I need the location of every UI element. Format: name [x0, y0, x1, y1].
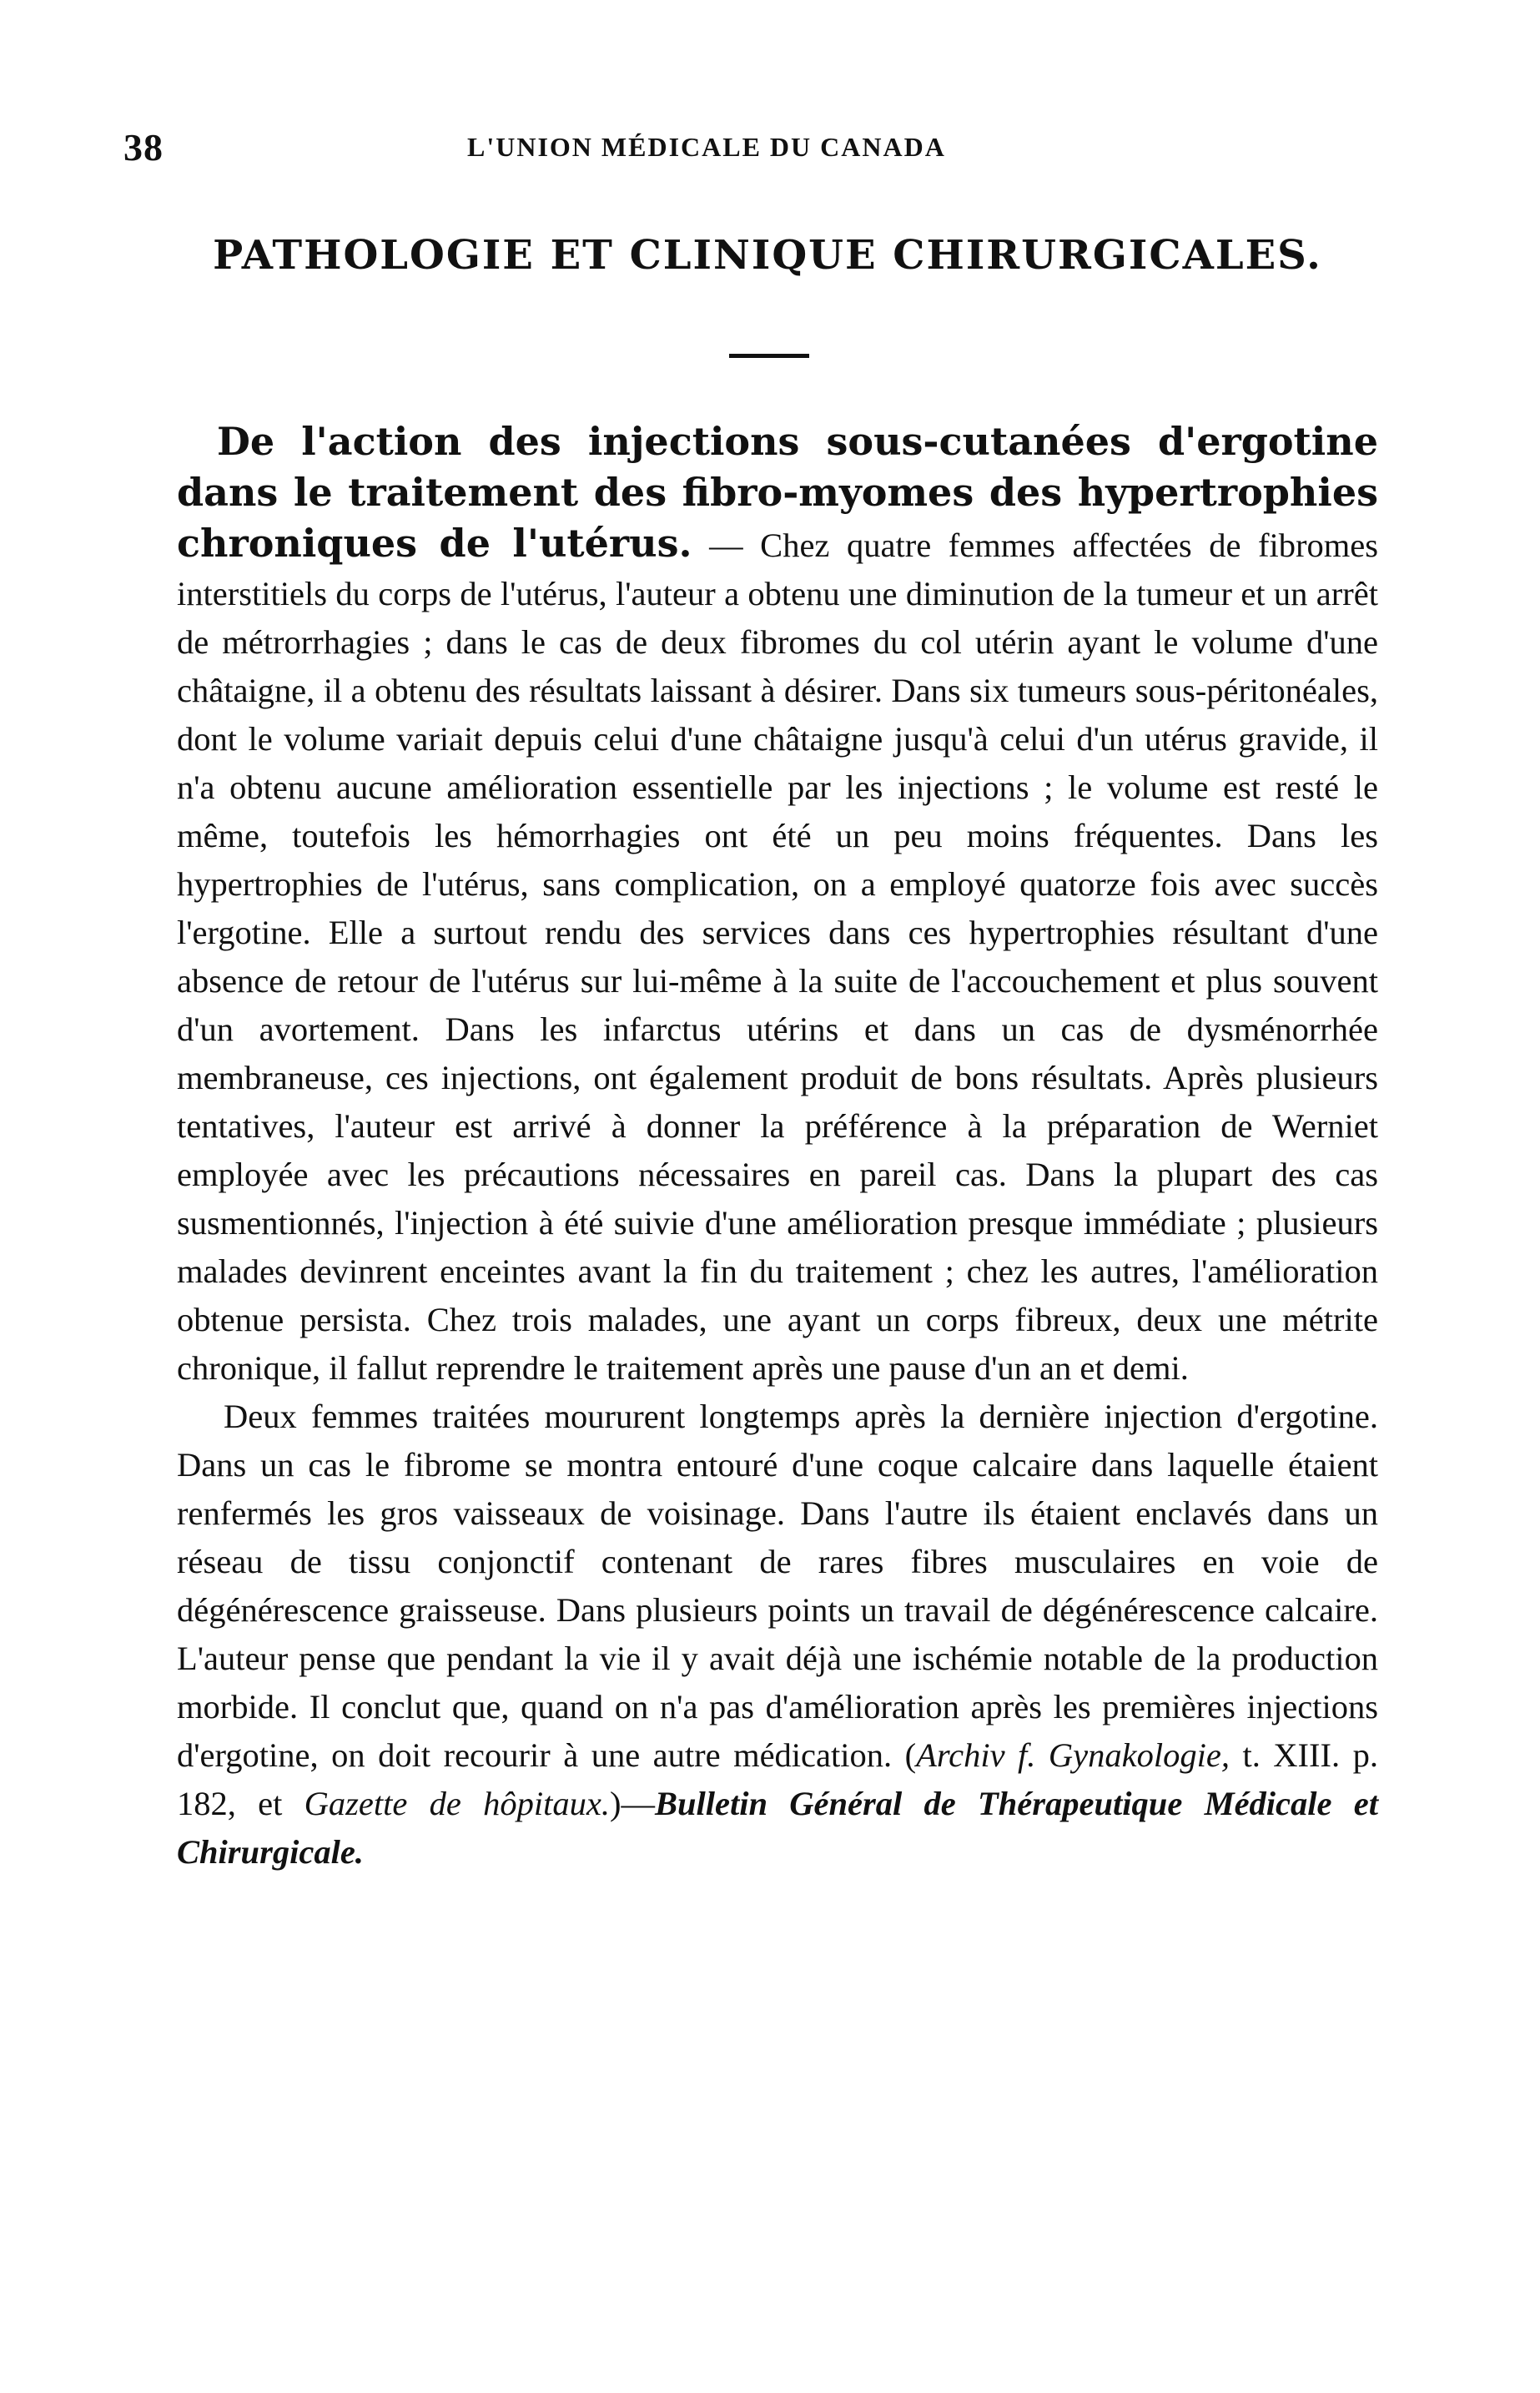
reference-bulletin: Bulletin Général de Thérapeutique Médicale et Chirurgicale. [177, 1785, 1379, 1871]
running-head [123, 125, 1041, 175]
reference-gazette: Gazette de hôpitaux. [304, 1785, 610, 1822]
page-number: 38 [123, 126, 164, 169]
article-text-1: — Chez quatre femmes affectées de fibromes interstitiels du corps de l'utérus, l'auteur a obtenu une diminution de la tumeur et un arrêt de métrorrhagies ; dans le cas de deux fibromes du col utérin ayant le volume d'une châtaigne, il a obtenu des résultats laissant à désirer. Dans six tumeurs sous-péritonéales, dont le volume variait depuis celui d'une châtaigne jusqu'à celui d'un utérus gravide, il n'a obtenu aucune amélioration essentielle par les injections ; le volume est resté le même, toutefois les hémorrhagies ont été un peu moins fréquentes. Dans les hypertrophies de l'utérus, sans complication, on a employé quatorze fois avec succès l'ergotine. Elle a surtout rendu des services dans ces hypertrophies résultant d'une absence de retour de l'utérus sur lui-même à la suite de l'accouchement et plus souvent d'un avortement. Dans les infarctus utérins et dans un cas de dysménorrhée membraneuse, ces injections, ont également produit de bons résultats. Après plusieurs tentatives, l'auteur est arrivé à donner la préférence à la préparation de Werniet employée avec les précautions nécessaires en pareil cas. Dans la plupart des cas susmentionnés, l'injection à été suivie d'une amélioration presque immédiate ; plusieurs malades devinrent enceintes avant la fin du traitement ; chez les autres, l'amélioration obtenue persista. Chez trois malades, une ayant un corps fibreux, deux une métrite chronique, il fallut reprendre le traitement après une pause d'un an et demi. [177, 526, 1378, 1387]
journal-title: L'UNION MÉDICALE DU CANADA [467, 132, 946, 162]
article-paragraph-1 [177, 417, 1378, 1393]
article [177, 417, 1378, 1877]
section-title: PATHOLOGIE ET CLINIQUE CHIRURGICALES. [213, 232, 1322, 279]
article-text-2: Deux femmes traitées moururent longtemps après la dernière injection d'ergotine. Dans un cas le fibrome se montra entouré d'une coque calcaire dans laquelle étaient renfermés les gros vaisseaux de voisinage. Dans l'autre ils étaient enclavés dans un réseau de tissu conjonctif contenant de rares fibres musculaires en voie de dégénérescence graisseuse. Dans plusieurs points un travail de dégénérescence calcaire. L'auteur pense que pendant la vie il y avait déjà une ischémie notable de la production morbide. Il conclut que, quand on n'a pas d'amélioration après les premières injections d'ergotine, on doit recourir à une autre médication. ( [177, 1398, 1378, 1774]
article-paragraph-2 [177, 1393, 1378, 1877]
article-title: De l'action des injections sous-cutanées d'ergotine dans le traitement des fibro-myomes des hypertrophies chroniques de l'utérus. [177, 419, 1378, 566]
reference-archiv: Archiv f. Gynakologie, [916, 1736, 1230, 1774]
divider [729, 354, 809, 358]
reference-volume: t. XIII. p. 182, et [177, 1736, 1379, 1822]
reference-dash: )— [609, 1785, 655, 1822]
